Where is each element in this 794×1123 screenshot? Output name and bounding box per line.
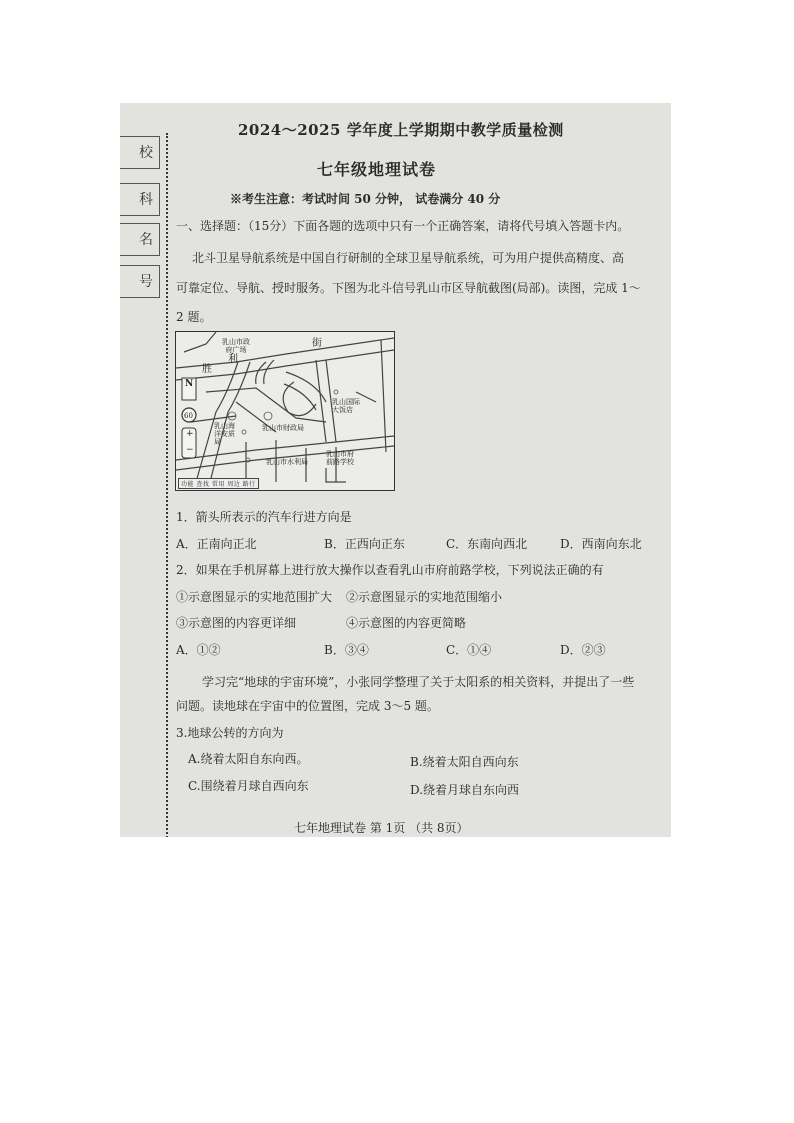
q2-stem: 2．如果在手机屏幕上进行放大操作以查看乳山市府前路学校，下列说法正确的有 xyxy=(176,563,604,577)
map-label-water: 乳山市水利局 xyxy=(266,458,308,466)
exam-notice: ※考生注意：考试时间 50 分钟， 试卷满分 40 分 xyxy=(230,192,501,206)
zoom-out-icon: − xyxy=(186,445,194,455)
q3-stem: 3.地球公转的方向为 xyxy=(176,726,284,740)
map-label-street-1: 街 xyxy=(312,338,322,349)
side-label-name: 名 xyxy=(120,223,160,256)
q1-stem: 1．箭头所表示的汽车行进方向是 xyxy=(176,510,352,524)
map-label-square: 乳山市政府广场 xyxy=(222,338,250,354)
q1-option-d: D．西南向东北 xyxy=(560,537,642,551)
q2-statement-3: ③示意图的内容更详细 xyxy=(176,616,297,630)
passage2-line1: 学习完“地球的宇宙环境”，小张同学整理了关于太阳系的相关资料，并提出了一些 xyxy=(202,675,635,689)
passage1-line3: 2 题。 xyxy=(176,310,212,324)
map-label-street-3: 胜 xyxy=(202,364,212,375)
q3-option-b: B.绕着太阳自西向东 xyxy=(410,755,519,769)
north-arrow-icon: N xyxy=(185,379,194,389)
q2-statement-1: ①示意图显示的实地范围扩大 xyxy=(176,590,333,604)
map-roads xyxy=(176,332,394,490)
map-label-street-2: 利 xyxy=(228,354,238,365)
q1-option-c: C．东南向西北 xyxy=(446,537,528,551)
q1-option-b: B．正西向正东 xyxy=(324,537,405,551)
exam-sheet xyxy=(120,103,671,837)
passage2-line2: 问题。读地球在宇宙中的位置图，完成 3～5 题。 xyxy=(176,699,439,713)
binding-line xyxy=(166,133,168,837)
q3-option-d: D.绕着月球自东向西 xyxy=(410,783,520,797)
navigation-map xyxy=(175,331,395,491)
q1-option-a: A．正南向正北 xyxy=(176,537,257,551)
exam-subtitle: 七年级地理试卷 xyxy=(317,160,437,179)
q2-option-d: D．②③ xyxy=(560,643,606,657)
passage1-line1: 北斗卫星导航系统是中国自行研制的全球卫星导航系统，可为用户提供高精度、高 xyxy=(192,251,625,265)
map-label-security: 乳山海洋安质局 xyxy=(214,422,235,446)
q2-option-c: C．①④ xyxy=(446,643,492,657)
side-label-number: 号 xyxy=(120,265,160,298)
section-heading: 一、选择题：（15分）下面各题的选项中只有一个正确答案，请将代号填入答题卡内。 xyxy=(176,219,630,233)
map-toolbar: 功能 查找 常用 周边 路行 xyxy=(178,478,259,489)
speed-limit-icon: 60 xyxy=(184,412,193,420)
side-label-school: 校 xyxy=(120,136,160,169)
q2-statement-2: ②示意图显示的实地范围缩小 xyxy=(346,590,503,604)
q2-option-b: B．③④ xyxy=(324,643,369,657)
exam-title: 2024～2025 学年度上学期期中教学质量检测 xyxy=(238,121,564,139)
passage1-line2: 可靠定位、导航、授时服务。下图为北斗信号乳山市区导航截图(局部)。读图，完成 1～ xyxy=(176,281,641,295)
map-label-hotel: 乳山国际大饭店 xyxy=(332,398,360,414)
zoom-in-icon: + xyxy=(186,429,194,439)
side-label-subject: 科 xyxy=(120,183,160,216)
page-footer: 七年地理试卷 第 1页 （共 8页） xyxy=(294,821,469,835)
q2-statement-4: ④示意图的内容更简略 xyxy=(346,616,467,630)
map-label-finance: 乳山市财政局 xyxy=(262,424,304,432)
q2-option-a: A．①② xyxy=(176,643,221,657)
q3-option-c: C.围绕着月球自西向东 xyxy=(188,779,309,793)
q3-option-a: A.绕着太阳自东向西。 xyxy=(188,752,309,766)
map-label-school: 乳山市府前路学校 xyxy=(326,450,354,466)
